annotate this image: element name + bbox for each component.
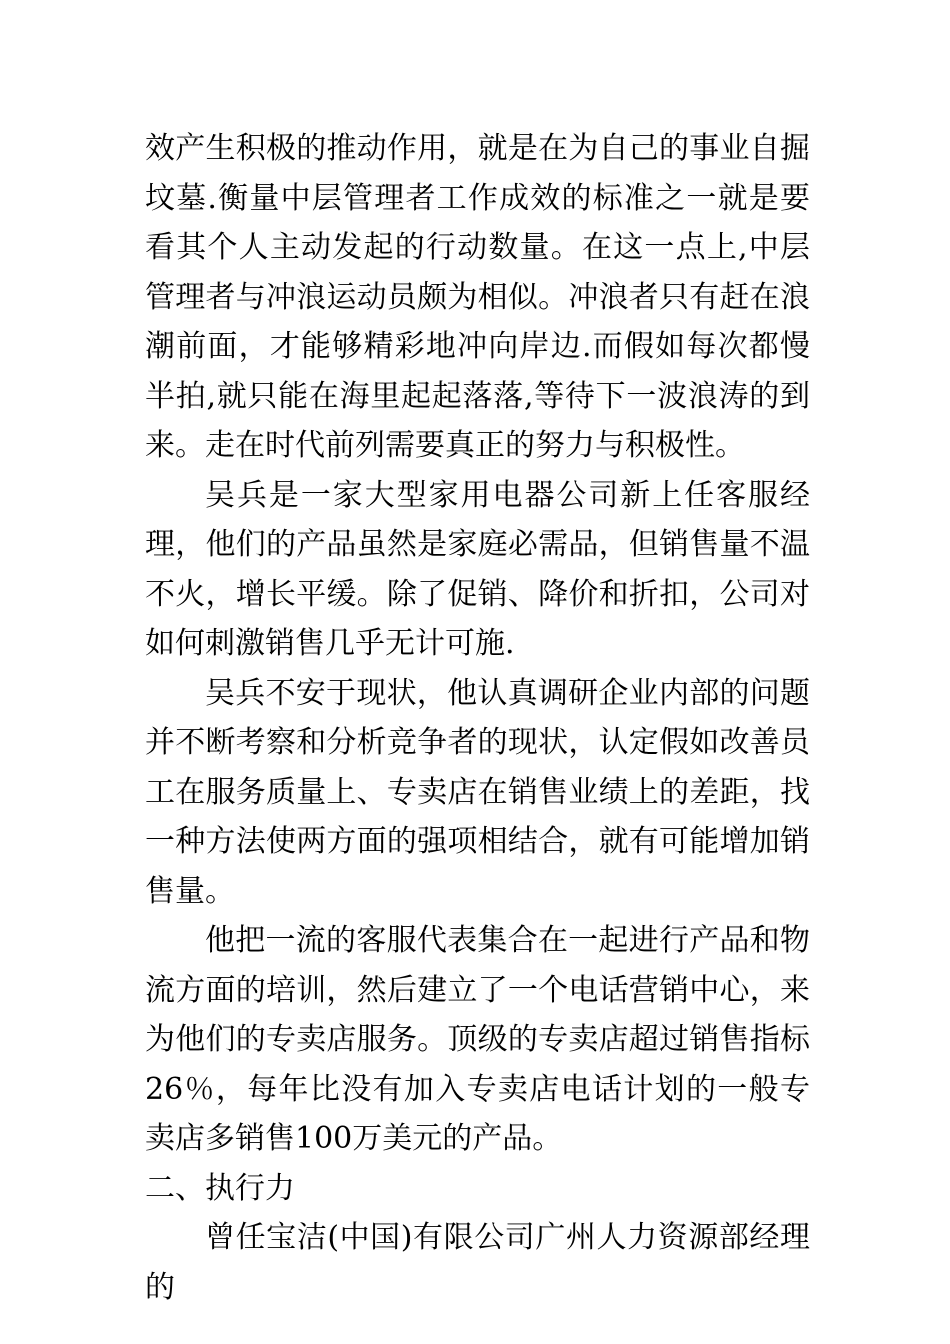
paragraph-wu-bing-intro: 吴兵是一家大型家用电器公司新上任客服经理，他们的产品虽然是家庭必需品，但销售量不温不火，增长平缓。除了促销、降价和折扣，公司对如何刺激销售几乎无计可施.: [145, 477, 810, 661]
paragraph-continued: 效产生积极的推动作用，就是在为自己的事业自掘坟墓.衡量中层管理者工作成效的标准之一就是要看其个人主动发起的行动数量。在这一点上,中层管理者与冲浪运动员颇为相似。冲浪者只有赶在浪潮前面，才能够精彩地冲向岸边.而假如每次都慢半拍,就只能在海里起起落落,等待下一波浪涛的到来。走在时代前列需要真正的努力与积极性。: [145, 131, 810, 463]
paragraph-wu-bing-result: 他把一流的客服代表集合在一起进行产品和物流方面的培训，然后建立了一个电话营销中心，来为他们的专卖店服务。顶级的专卖店超过销售指标26％，每年比没有加入专卖店电话计划的一般专卖店多销售100万美元的产品。: [145, 923, 810, 1156]
paragraph-pg-intro: 曾任宝洁(中国)有限公司广州人力资源部经理的: [145, 1220, 810, 1305]
body-text: [145, 124, 810, 1312]
section-heading-execution: 二、执行力: [145, 1170, 295, 1206]
paragraph-wu-bing-analysis: 吴兵不安于现状，他认真调研企业内部的问题并不断考察和分析竞争者的现状，认定假如改善员工在服务质量上、专卖店在销售业绩上的差距，找一种方法使两方面的强项相结合，就有可能增加销售量。: [145, 675, 810, 909]
